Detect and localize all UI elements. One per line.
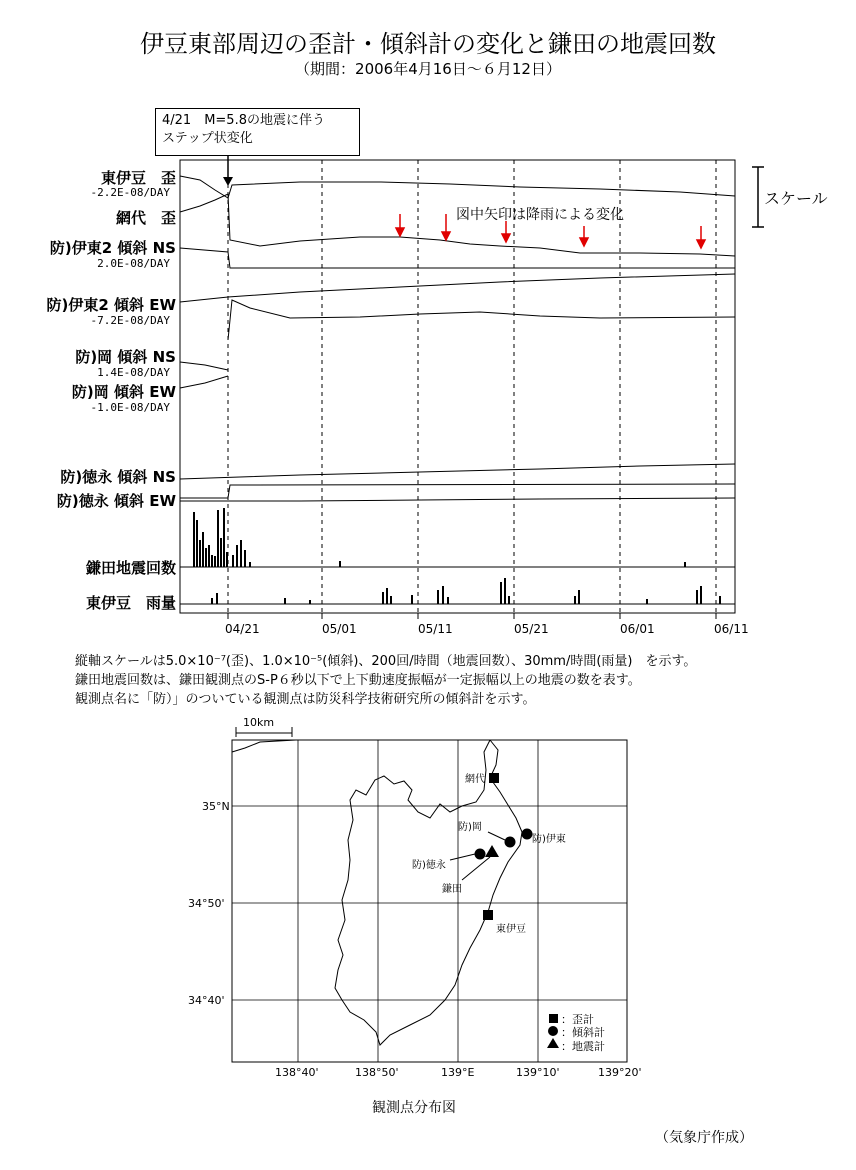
legend-strain-marker xyxy=(549,1014,558,1023)
lat-label: 35°N xyxy=(202,800,230,813)
station-markers xyxy=(475,773,533,920)
page-title: 伊豆東部周辺の歪計・傾斜計の変化と鎌田の地震回数 xyxy=(140,30,716,58)
note-line: 鎌田地震回数は、鎌田観測点のS-P６秒以下で上下動速度振幅が一定振幅以上の地震の数を表す。 xyxy=(75,673,641,688)
xtick-label: 04/21 xyxy=(225,622,260,636)
station-label: 防)徳永 xyxy=(412,860,446,871)
credit: （気象庁作成） xyxy=(655,1130,753,1146)
higashi-izu-marker xyxy=(483,910,493,920)
station-label: 鎌田 xyxy=(442,884,462,895)
ito-marker xyxy=(522,829,533,840)
note-line: 縦軸スケールは5.0×10⁻⁷(歪)、1.0×10⁻⁵(傾斜)、200回/時間（地震回数）、30mm/時間(雨量) を示す。 xyxy=(75,654,697,669)
legend-tilt-marker xyxy=(548,1026,558,1036)
series-label: 東伊豆 雨量 xyxy=(85,594,176,612)
kamata-marker xyxy=(485,845,499,857)
legend-label: ：傾斜計 xyxy=(561,1026,605,1039)
series-rate: -1.0E-08/DAY xyxy=(90,401,170,414)
series-label: 鎌田地震回数 xyxy=(85,559,176,577)
series-label: 東伊豆 歪 xyxy=(100,169,176,187)
note-line: 観測点名に「防）」のついている観測点は防災科学技術研究所の傾斜計を示す。 xyxy=(75,692,536,707)
series-label: 防)徳永 傾斜 NS xyxy=(60,468,176,486)
station-label: 網代 xyxy=(465,774,485,785)
lon-label: 139°20' xyxy=(598,1066,642,1079)
map-caption: 観測点分布図 xyxy=(372,1100,456,1116)
xtick-label: 05/11 xyxy=(418,622,453,636)
series-label: 防)徳永 傾斜 EW xyxy=(56,492,176,510)
lon-label: 139°E xyxy=(441,1066,475,1079)
map-legend-markers xyxy=(547,1014,559,1048)
xtick-label: 05/21 xyxy=(514,622,549,636)
xtick-label: 05/01 xyxy=(322,622,357,636)
legend-seismo-marker xyxy=(547,1038,559,1048)
series-label: 防)伊東2 傾斜 EW xyxy=(46,296,176,314)
callout-line-2: ステップ状変化 xyxy=(162,131,253,146)
rain-note: 図中矢印は降雨による変化 xyxy=(456,207,624,223)
series-label: 防)伊東2 傾斜 NS xyxy=(49,239,176,257)
series-label: 網代 歪 xyxy=(115,209,176,227)
oka-marker xyxy=(505,837,516,848)
tokunaga-marker xyxy=(475,849,486,860)
xtick-label: 06/11 xyxy=(714,622,749,636)
scale-label: スケール xyxy=(764,189,828,208)
page-subtitle: （期間：2006年4月16日～６月12日） xyxy=(295,60,561,78)
station-label: 防)伊東 xyxy=(532,834,566,845)
station-label: 防)岡 xyxy=(458,822,482,833)
legend-label: ：歪計 xyxy=(561,1013,594,1026)
lat-label: 34°50' xyxy=(188,897,225,910)
lon-label: 138°50' xyxy=(355,1066,399,1079)
series-label: 防)岡 傾斜 NS xyxy=(75,348,176,366)
ajiro-marker xyxy=(489,773,499,783)
map-scale-label: 10km xyxy=(243,716,275,729)
station-label: 東伊豆 xyxy=(496,924,526,935)
coastline xyxy=(335,740,522,1045)
series-rate: 1.4E-08/DAY xyxy=(97,366,170,379)
callout-line-1: 4/21 M=5.8の地震に伴う xyxy=(162,113,325,128)
series-rate: -7.2E-08/DAY xyxy=(90,314,170,327)
lon-label: 139°10' xyxy=(516,1066,560,1079)
series-label: 防)岡 傾斜 EW xyxy=(71,383,176,401)
lat-label: 34°40' xyxy=(188,994,225,1007)
series-rate: 2.0E-08/DAY xyxy=(97,257,170,270)
xtick-label: 06/01 xyxy=(620,622,655,636)
lon-label: 138°40' xyxy=(275,1066,319,1079)
legend-label: ：地震計 xyxy=(561,1040,605,1053)
coastline-north xyxy=(232,740,296,752)
series-rate: -2.2E-08/DAY xyxy=(90,186,170,199)
